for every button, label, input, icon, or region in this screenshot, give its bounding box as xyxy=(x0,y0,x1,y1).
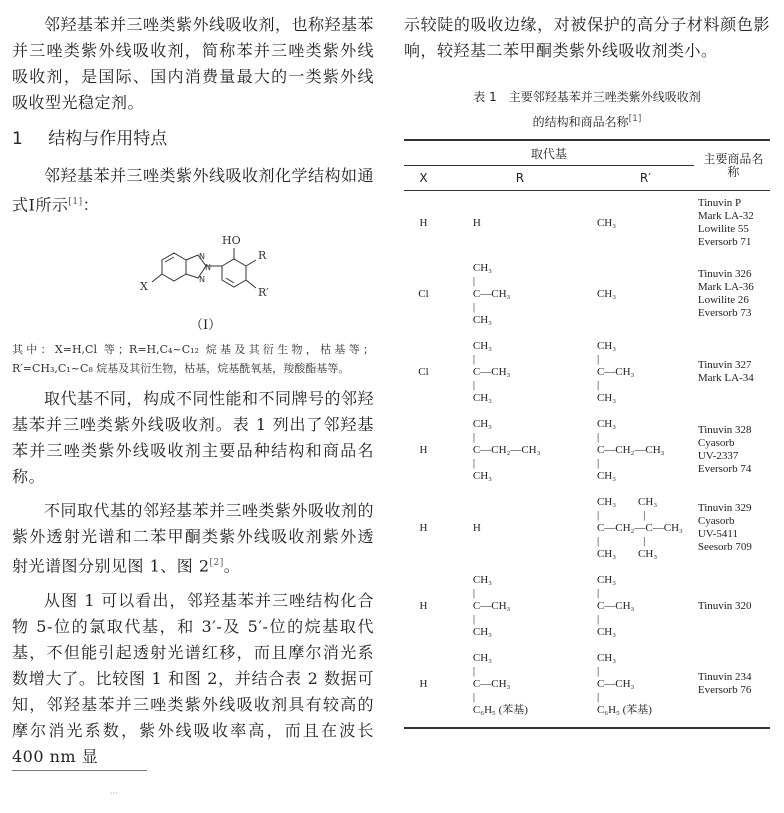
table-row xyxy=(404,567,770,645)
cell-r-prime: CH₃ xyxy=(596,216,617,229)
section-heading xyxy=(12,124,374,149)
header-r-prime: R′ xyxy=(639,171,651,185)
cell-r-prime: CH₃ | C—CH₃ | CH₃ xyxy=(596,573,635,638)
cell-x: H xyxy=(419,521,428,534)
cell-x: H xyxy=(419,216,428,229)
cell-x: Cl xyxy=(418,365,429,378)
product-name: Tinuvin 329 xyxy=(697,502,752,514)
cell-products xyxy=(694,255,770,333)
structure-paragraph: 邻羟基苯并三唑类紫外线吸收剂化学结构如通式Ⅰ所示[1]： xyxy=(12,166,375,215)
product-name: Eversorb 73 xyxy=(697,307,752,319)
benzotriazole-products-table xyxy=(404,139,770,729)
product-name: Tinuvin 326 xyxy=(697,268,752,280)
cell-products xyxy=(694,191,770,256)
cell-r: CH₃ | C—CH₃ | CH₃ xyxy=(472,573,511,638)
spectrum-paragraph: 不同取代基的邻羟基苯并三唑类紫外吸收剂的紫外透射光谱和二苯甲酮类紫外线吸收剂紫外透射光谱图分别见图 1、图 2[2]。 xyxy=(12,501,375,576)
product-name: Mark LA-36 xyxy=(697,281,754,293)
cell-x: H xyxy=(419,677,428,690)
cell-r: CH₃ | C—CH₃ | CH₃ xyxy=(472,261,511,326)
product-name: Tinuvin 320 xyxy=(697,599,752,612)
product-name: Tinuvin 328 xyxy=(697,424,752,436)
section-number: 1 xyxy=(12,129,23,149)
svg-text:N: N xyxy=(205,263,211,273)
x-label: X xyxy=(140,280,148,294)
citation: [1] xyxy=(68,197,83,207)
product-name: Lowilite 55 xyxy=(697,223,749,235)
table-title: 表 1 主要邻羟基苯并三唑类紫外线吸收剂 的结构和商品名称[1] xyxy=(473,90,701,129)
general-formula-figure xyxy=(12,226,374,336)
svg-text:N: N xyxy=(199,275,205,285)
formula-note: 其中：X=H,Cl 等；R=H,C₄~C₁₂ 烷基及其衍生物，枯基等；R′=CH₃,C₁~C₈ 烷基及其衍生物，枯基，烷基酰氧基，羧酸酯基等。 xyxy=(12,343,374,376)
citation: [1] xyxy=(628,114,642,124)
product-name: Eversorb 74 xyxy=(697,463,752,475)
r-prime-label: R′ xyxy=(258,286,269,300)
footnote-marks: ··· xyxy=(110,789,118,798)
cell-x: H xyxy=(419,443,428,456)
cell-r-prime: CH₃ CH₃ | | C—CH₂—C—CH₃ | | CH₃ CH₃ xyxy=(596,495,683,560)
header-x: X xyxy=(419,171,428,185)
table-row xyxy=(404,255,770,333)
product-name: UV-2337 xyxy=(697,450,739,462)
header-r: R xyxy=(515,171,525,185)
cell-r-prime: CH₃ | C—CH₂—CH₃ | CH₃ xyxy=(596,417,665,482)
cell-products xyxy=(694,645,770,723)
product-name: Seesorb 709 xyxy=(697,541,752,553)
product-name: Cyasorb xyxy=(697,515,735,527)
header-products: 主要商品名称 xyxy=(703,151,764,179)
citation: [2] xyxy=(209,558,224,569)
product-name: Eversorb 76 xyxy=(697,684,752,696)
cell-r: H xyxy=(472,216,481,229)
substituent-paragraph: 取代基不同，构成不同性能和不同牌号的邻羟基苯并三唑类紫外线吸收剂。表 1 列出了邻羟基苯并三唑类紫外线吸收剂主要品种结构和商品名称。 xyxy=(12,389,375,487)
cell-r-prime: CH₃ xyxy=(596,287,617,300)
right-column xyxy=(404,12,770,729)
footnote-rule xyxy=(12,770,147,771)
cell-r: CH₃ | C—CH₃ | CH₃ xyxy=(472,339,511,404)
ho-label: HO xyxy=(222,234,241,248)
product-name: UV-5411 xyxy=(697,528,738,540)
cell-r: CH₃ | C—CH₂—CH₃ | CH₃ xyxy=(472,417,541,482)
cell-r-prime: CH₃ | C—CH₃ | CH₃ xyxy=(596,339,635,404)
product-name: Lowilite 26 xyxy=(697,294,749,306)
table-row xyxy=(404,489,770,567)
product-name: Tinuvin 327 xyxy=(697,359,752,371)
product-name: Tinuvin P xyxy=(697,197,742,209)
product-name: Eversorb 71 xyxy=(697,236,752,248)
intro-paragraph: 邻羟基苯并三唑类紫外线吸收剂，也称羟基苯并三唑类紫外线吸收剂，简称苯并三唑类紫外线吸收剂，是国际、国内消费量最大的一类紫外线吸收型光稳定剂。 xyxy=(12,15,375,112)
table-body xyxy=(404,191,770,724)
product-name: Mark LA-32 xyxy=(697,210,754,222)
left-column xyxy=(12,12,374,778)
table-row xyxy=(404,411,770,489)
r-label: R xyxy=(258,249,267,263)
table-row xyxy=(404,333,770,411)
cell-products xyxy=(694,333,770,411)
continuation-paragraph: 示较陡的吸收边缘，对被保护的高分子材料颜色影响，较羟基二苯甲酮类紫外线吸收剂类小。 xyxy=(404,15,770,60)
cell-r: H xyxy=(472,521,481,534)
product-name: Mark LA-34 xyxy=(697,372,754,384)
cell-r: CH₃ | C—CH₃ | C₆H₅ (苯基) xyxy=(472,651,528,716)
header-substituent: 取代基 xyxy=(404,140,694,166)
product-name: Cyasorb xyxy=(697,437,735,449)
cell-x: Cl xyxy=(418,287,429,300)
cell-products xyxy=(694,411,770,489)
cell-products xyxy=(694,489,770,567)
cell-products xyxy=(694,567,770,645)
section-title: 结构与作用特点 xyxy=(48,129,168,149)
svg-text:N: N xyxy=(199,252,205,262)
analysis-paragraph: 从图 1 可以看出，邻羟基苯并三唑结构化合物 5-位的氯取代基，和 3′-及 5′-位的烷基取代基，不但能引起透射光谱红移，而且摩尔消光系数增大了。比较图 1 和图 2，并结合表 2 数据可知，邻羟基苯并三唑类紫外线吸收剂具有较高的摩尔消光系数，紫外线吸收率高，而且在波长 400 nm 显 xyxy=(12,590,374,766)
cell-x: H xyxy=(419,599,428,612)
product-name: Tinuvin 234 xyxy=(697,671,752,683)
cell-r-prime: CH₃ | C—CH₃ | C₆H₅ (苯基) xyxy=(596,651,652,716)
benzotriazole-structure-diagram xyxy=(122,226,282,316)
table-row xyxy=(404,645,770,723)
formula-caption: （Ⅰ） xyxy=(190,318,222,334)
table-row xyxy=(404,191,770,256)
